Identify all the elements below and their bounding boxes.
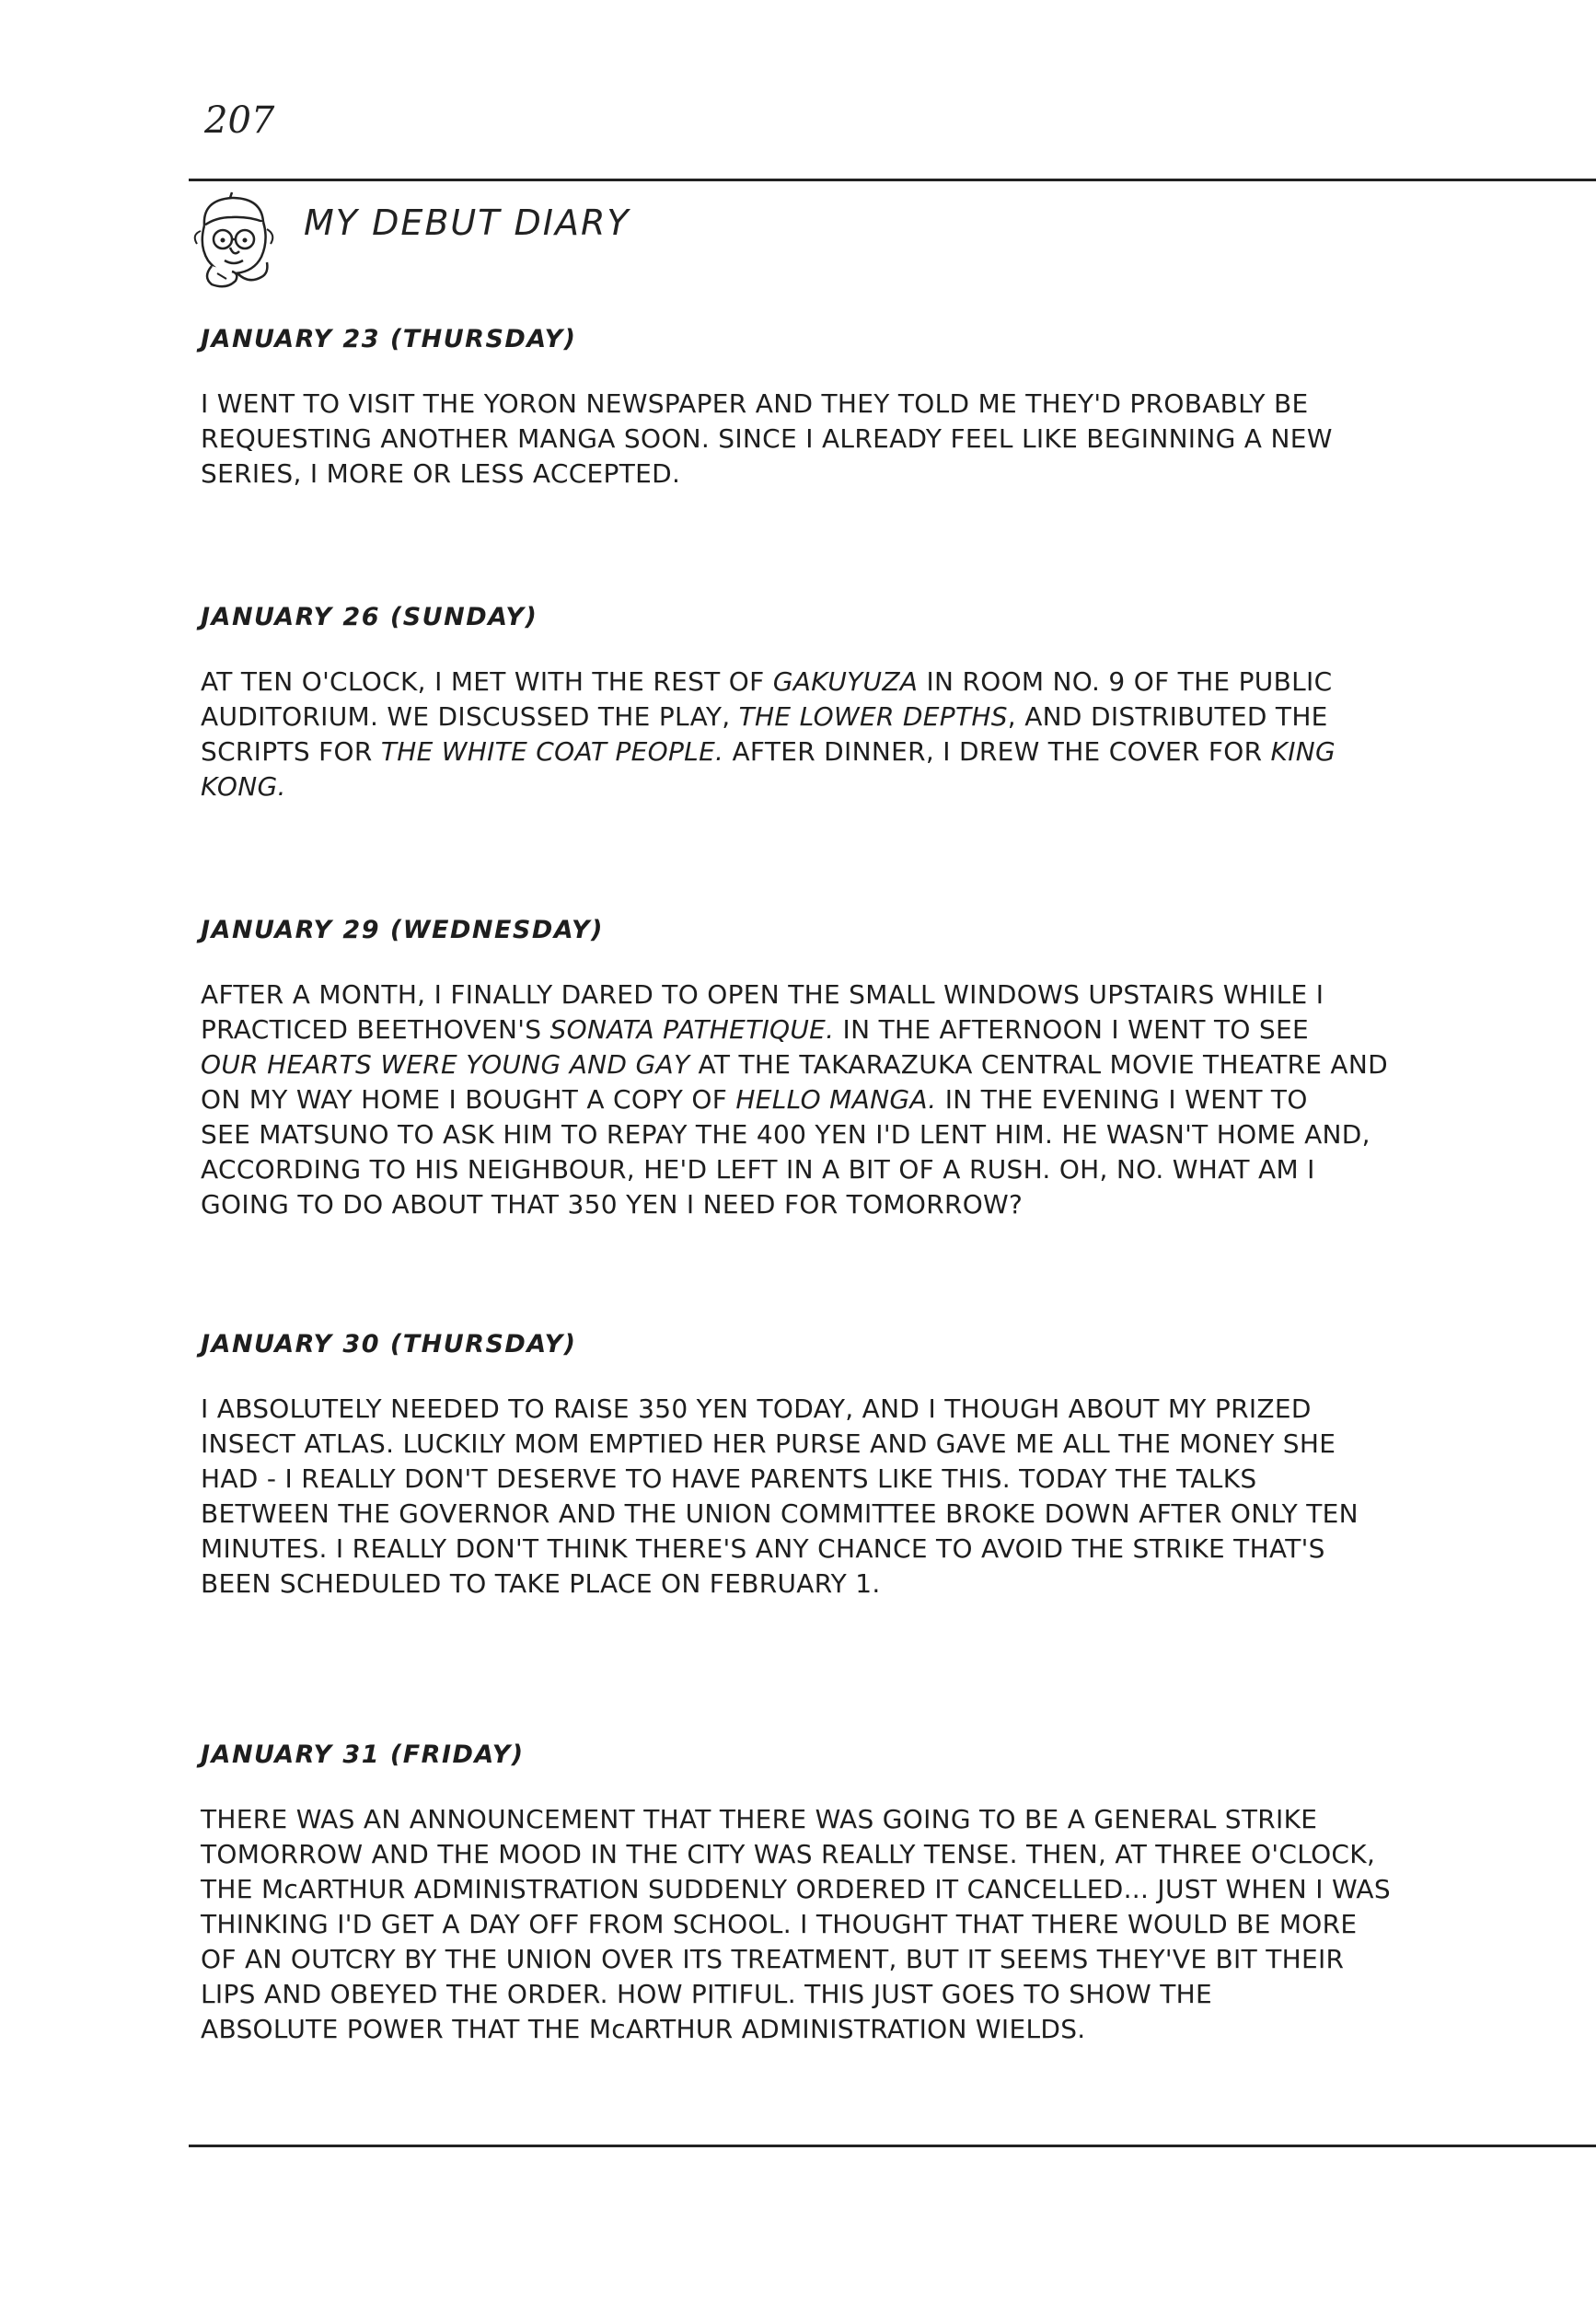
diary-entry	[201, 915, 1489, 1222]
entry-date: JANUARY 23 (THURSDAY)	[201, 325, 577, 353]
entry-date: JANUARY 29 (WEDNESDAY)	[201, 916, 604, 944]
entry-date: JANUARY 30 (THURSDAY)	[201, 1330, 577, 1359]
page-number: 207	[204, 99, 275, 142]
author-caricature-icon	[184, 189, 285, 295]
entry-body: THERE WAS AN ANNOUNCEMENT THAT THERE WAS GOING TO BE A GENERAL STRIKE TOMORROW AND THE MOOD IN THE CITY WAS REALLY TENSE. THEN, AT THREE O'CLOCK, THE McARTHUR ADMINISTRATION SUDDENLY ORDERED IT CANCELLED... JUST WHEN I WAS THINKING I'D GET A DAY OFF FROM SCHOOL. I THOUGHT THAT THERE WOULD BE MORE OF AN OUTCRY BY THE UNION OVER ITS TREATMENT, BUT IT SEEMS THEY'VE BIT THEIR LIPS AND OBEYED THE ORDER. HOW PITIFUL. THIS JUST GOES TO SHOW THE ABSOLUTE POWER THAT THE McARTHUR ADMINISTRATION WIELDS.	[201, 1804, 1391, 2044]
bottom-rule	[189, 2145, 1596, 2147]
entry-body: I WENT TO VISIT THE YORON NEWSPAPER AND THEY TOLD ME THEY'D PROBABLY BE REQUESTING ANOTHER MANGA SOON. SINCE I ALREADY FEEL LIKE BEGINNING A NEW SERIES, I MORE OR LESS ACCEPTED.	[201, 388, 1333, 489]
section-title: MY DEBUT DIARY	[304, 202, 630, 243]
entry-date: JANUARY 31 (FRIDAY)	[201, 1740, 525, 1769]
diary-entry	[201, 602, 1489, 804]
diary-entry	[201, 324, 1489, 491]
diary-entry	[201, 1329, 1489, 1601]
entry-body: AT TEN O'CLOCK, I MET WITH THE REST OF GAKUYUZA IN ROOM NO. 9 OF THE PUBLIC AUDITORIUM. WE DISCUSSED THE PLAY, THE LOWER DEPTHS, AND DISTRIBUTED THE SCRIPTS FOR THE WHITE COAT PEOPLE. AFTER DINNER, I DREW THE COVER FOR KING KONG.	[201, 666, 1336, 802]
diary-entry	[201, 1740, 1489, 2047]
entry-body: I ABSOLUTELY NEEDED TO RAISE 350 YEN TODAY, AND I THOUGH ABOUT MY PRIZED INSECT ATLAS. LUCKILY MOM EMPTIED HER PURSE AND GAVE ME ALL THE MONEY SHE HAD - I REALLY DON'T DESERVE TO HAVE PARENTS LIKE THIS. TODAY THE TALKS BETWEEN THE GOVERNOR AND THE UNION COMMITTEE BROKE DOWN AFTER ONLY TEN MINUTES. I REALLY DON'T THINK THERE'S ANY CHANCE TO AVOID THE STRIKE THAT'S BEEN SCHEDULED TO TAKE PLACE ON FEBRUARY 1.	[201, 1393, 1359, 1599]
entry-body: AFTER A MONTH, I FINALLY DARED TO OPEN THE SMALL WINDOWS UPSTAIRS WHILE I PRACTICED BEETHOVEN'S SONATA PATHETIQUE. IN THE AFTERNOON I WENT TO SEE OUR HEARTS WERE YOUNG AND GAY AT THE TAKARAZUKA CENTRAL MOVIE THEATRE AND ON MY WAY HOME I BOUGHT A COPY OF HELLO MANGA. IN THE EVENING I WENT TO SEE MATSUNO TO ASK HIM TO REPAY THE 400 YEN I'D LENT HIM. HE WASN'T HOME AND, ACCORDING TO HIS NEIGHBOUR, HE'D LEFT IN A BIT OF A RUSH. OH, NO. WHAT AM I GOING TO DO ABOUT THAT 350 YEN I NEED FOR TOMORROW?	[201, 979, 1388, 1220]
top-rule	[189, 179, 1596, 181]
entry-date: JANUARY 26 (SUNDAY)	[201, 603, 538, 631]
